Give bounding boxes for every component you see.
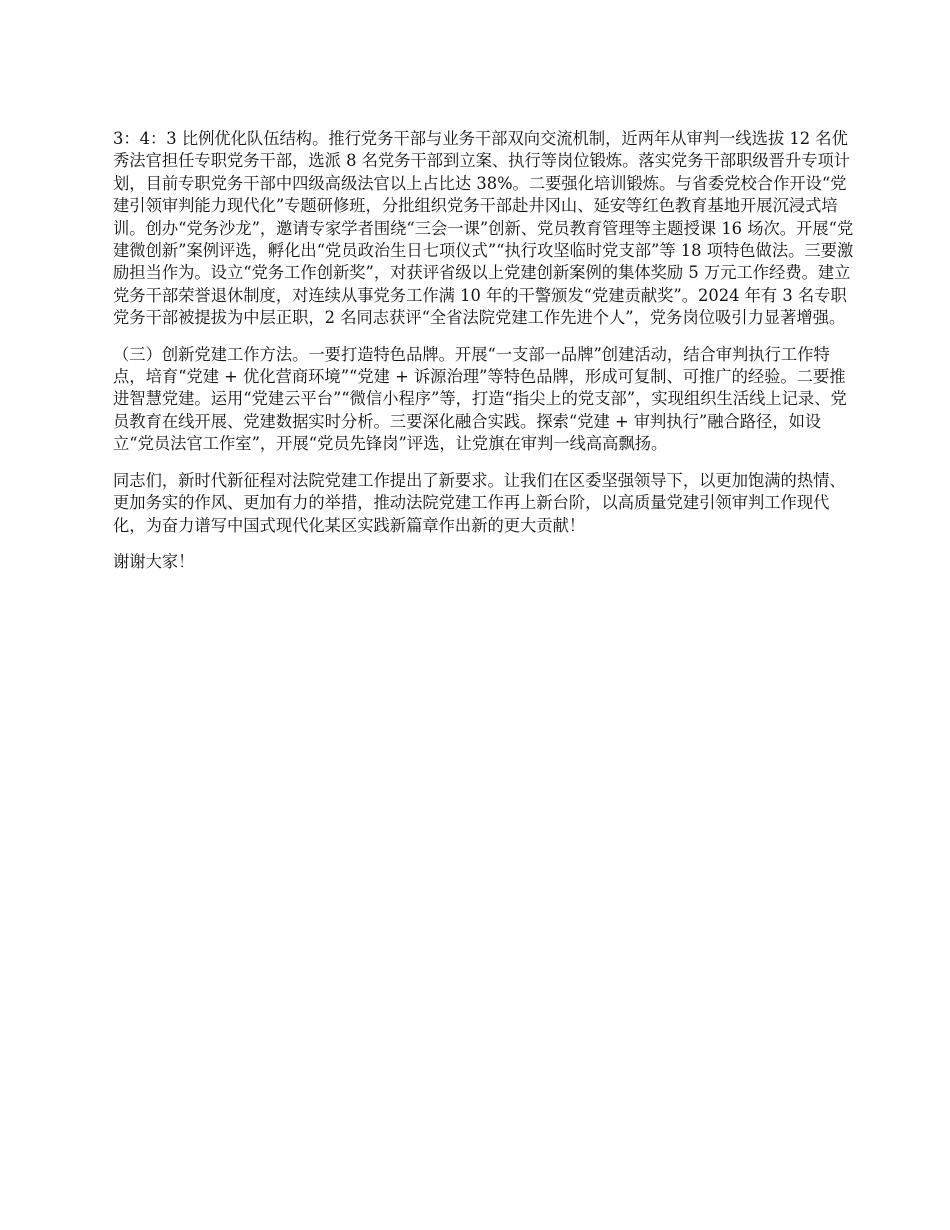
paragraph-closing-remarks: 同志们，新时代新征程对法院党建工作提出了新要求。让我们在区委坚强领导下，以更加饱满的热情、更加务实的作风、更加有力的举措，推动法院党建工作再上新台阶，以高质量党建引领审判工作现代化，为奋力谱写中国式现代化某区实践新篇章作出新的更大贡献！ <box>113 470 846 535</box>
paragraph-thanks: 谢谢大家！ <box>113 551 195 571</box>
paragraph-innovate-methods: （三）创新党建工作方法。一要打造特色品牌。开展“一支部一品牌”创建活动，结合审判执行工作特点，培育“党建 + 优化营商环境”“党建 + 诉源治理”等特色品牌，形成可复制、可推广的经验。二要推进智慧党建。运用“党建云平台”“微信小程序”等，打造“指尖上的党支部”，实现组织生活线上记录、党员教育在线开展、党建数据实时分析。三要深化融合实践。探索“党建 + 审判执行”融合路径，如设立“党员法官工作室”，开展“党员先锋岗”评选，让党旗在审判一线高高飘扬。 <box>113 344 847 454</box>
paragraph-team-structure: 3：4：3 比例优化队伍结构。推行党务干部与业务干部双向交流机制，近两年从审判一线选拔 12 名优秀法官担任专职党务干部，选派 8 名党务干部到立案、执行等岗位锻炼。落实党务干部职级晋升专项计划，目前专职党务干部中四级高级法官以上占比达 38%。二要强化培训锻炼。与省委党校合作开设“党建引领审判能力现代化”专题研修班，分批组织党务干部赴井冈山、延安等红色教育基地开展沉浸式培训。创办“党务沙龙”，邀请专家学者围绕“三会一课”创新、党员教育管理等主题授课 16 场次。开展“党建微创新”案例评选，孵化出“党员政治生日七项仪式”“执行攻坚临时党支部”等 18 项特色做法。三要激励担当作为。设立“党务工作创新奖”，对获评省级以上党建创新案例的集体奖励 5 万元工作经费。建立党务干部荣誉退休制度，对连续从事党务工作满 10 年的干警颁发“党建贡献奖”。2024 年有 3 名专职党务干部被提拔为中层正职，2 名同志获评“全省法院党建工作先进个人”，党务岗位吸引力显著增强。 <box>113 129 854 328</box>
document-body <box>113 128 855 573</box>
